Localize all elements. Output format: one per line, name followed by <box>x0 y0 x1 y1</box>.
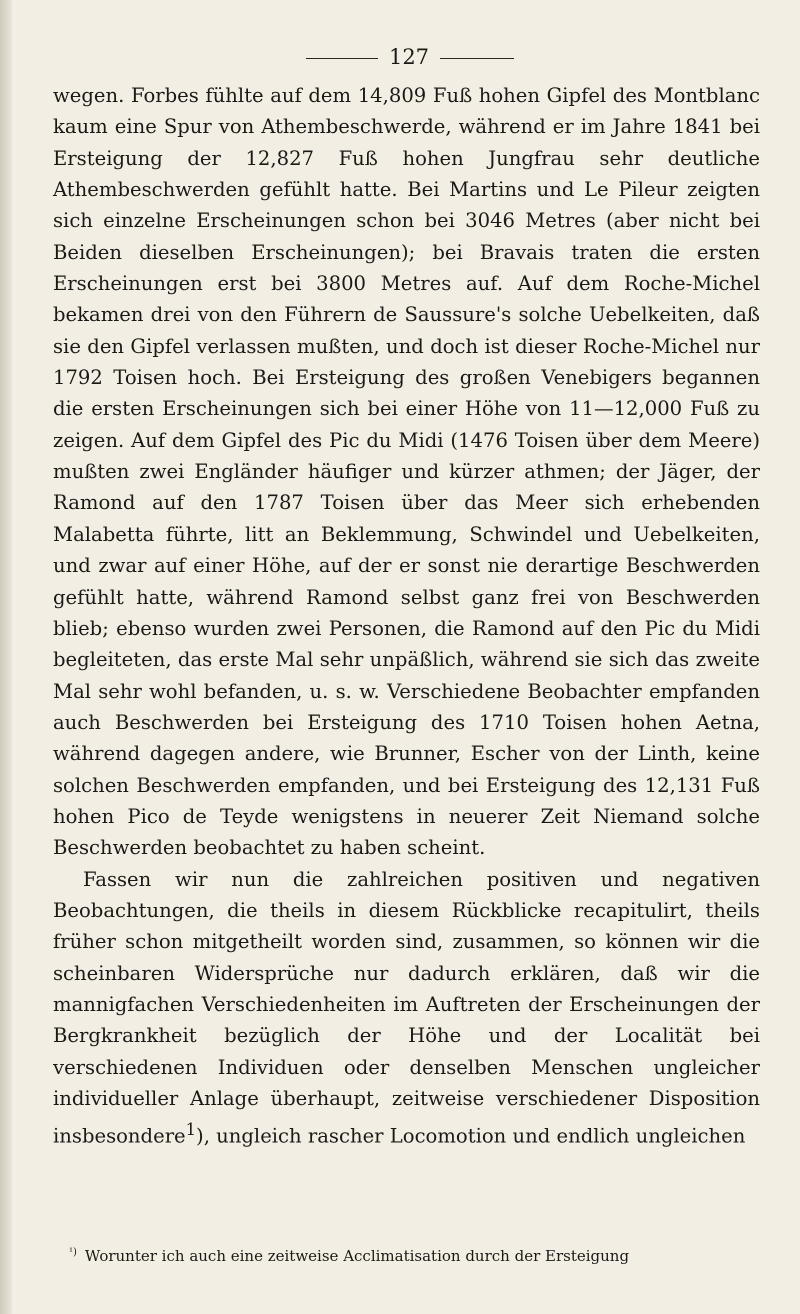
page-edge <box>0 0 12 1314</box>
header-rule-right <box>440 58 514 59</box>
footnote-reference: 1 <box>185 1120 197 1140</box>
page-header <box>0 42 800 72</box>
paragraph-2-text: Fassen wir nun die zahlreichen positiven und negativen Beobachtungen, die theils in diesem Rückblicke recapitulirt, theils früher schon mitgetheilt worden sind, zusammen, so können wir die scheinbaren Widersprüche nur dadurch erklären, daß wir die mannigfachen Verschiedenheiten im Auftreten der Erscheinungen der Bergkrankheit bezüglich der Höhe und der Localität bei verschiedenen Individuen oder denselben Menschen ungleicher individueller Anlage überhaupt, zeitweise verschiedener Disposition insbesondere <box>53 867 760 1148</box>
header-rule-left <box>306 58 378 59</box>
footnote <box>53 1243 760 1266</box>
paragraph-2-tail: ), ungleich rascher Locomotion und endlich ungleichen <box>196 1124 746 1148</box>
footnote-mark: ¹) <box>69 1247 77 1258</box>
paragraph-2 <box>53 864 760 1153</box>
body-text <box>53 80 760 1152</box>
page-number: 127 <box>388 45 430 69</box>
paragraph-1: wegen. Forbes fühlte auf dem 14,809 Fuß hohen Gipfel des Montblanc kaum eine Spur von Athembeschwerde, während er im Jahre 1841 bei Ersteigung der 12,827 Fuß hohen Jungfrau sehr deutliche Athembeschwerden gefühlt hatte. Bei Martins und Le Pileur zeigten sich einzelne Erscheinungen schon bei 3046 Metres (aber nicht bei Beiden dieselben Erscheinungen); bei Bravais traten die ersten Erscheinungen erst bei 3800 Metres auf. Auf dem Roche-Michel bekamen drei von den Führern de Saussure's solche Uebelkeiten, daß sie den Gipfel verlassen mußten, und doch ist dieser Roche-Michel nur 1792 Toisen hoch. Bei Ersteigung des großen Venebigers begannen die ersten Erscheinungen sich bei einer Höhe von 11—12,000 Fuß zu zeigen. Auf dem Gipfel des Pic du Midi (1476 Toisen über dem Meere) mußten zwei Engländer häufiger und kürzer athmen; der Jäger, der Ramond auf den 1787 Toisen über das Meer sich erhebenden Malabetta führte, litt an Beklemmung, Schwindel und Uebelkeiten, und zwar auf einer Höhe, auf der er sonst nie derartige Beschwerden gefühlt hatte, während Ramond selbst ganz frei von Beschwerden blieb; ebenso wurden zwei Personen, die Ramond auf den Pic du Midi begleiteten, das erste Mal sehr unpäßlich, während sie sich das zweite Mal sehr wohl befanden, u. s. w. Verschiedene Beobachter empfanden auch Beschwerden bei Ersteigung des 1710 Toisen hohen Aetna, während dagegen andere, wie Brunner, Escher von der Linth, keine solchen Beschwerden empfanden, und bei Ersteigung des 12,131 Fuß hohen Pico de Teyde wenigstens in neuerer Zeit Niemand solche Beschwerden beobachtet zu haben scheint. <box>53 84 760 860</box>
footnote-text: Worunter ich auch eine zeitweise Acclimatisation durch der Ersteigung <box>84 1247 630 1265</box>
